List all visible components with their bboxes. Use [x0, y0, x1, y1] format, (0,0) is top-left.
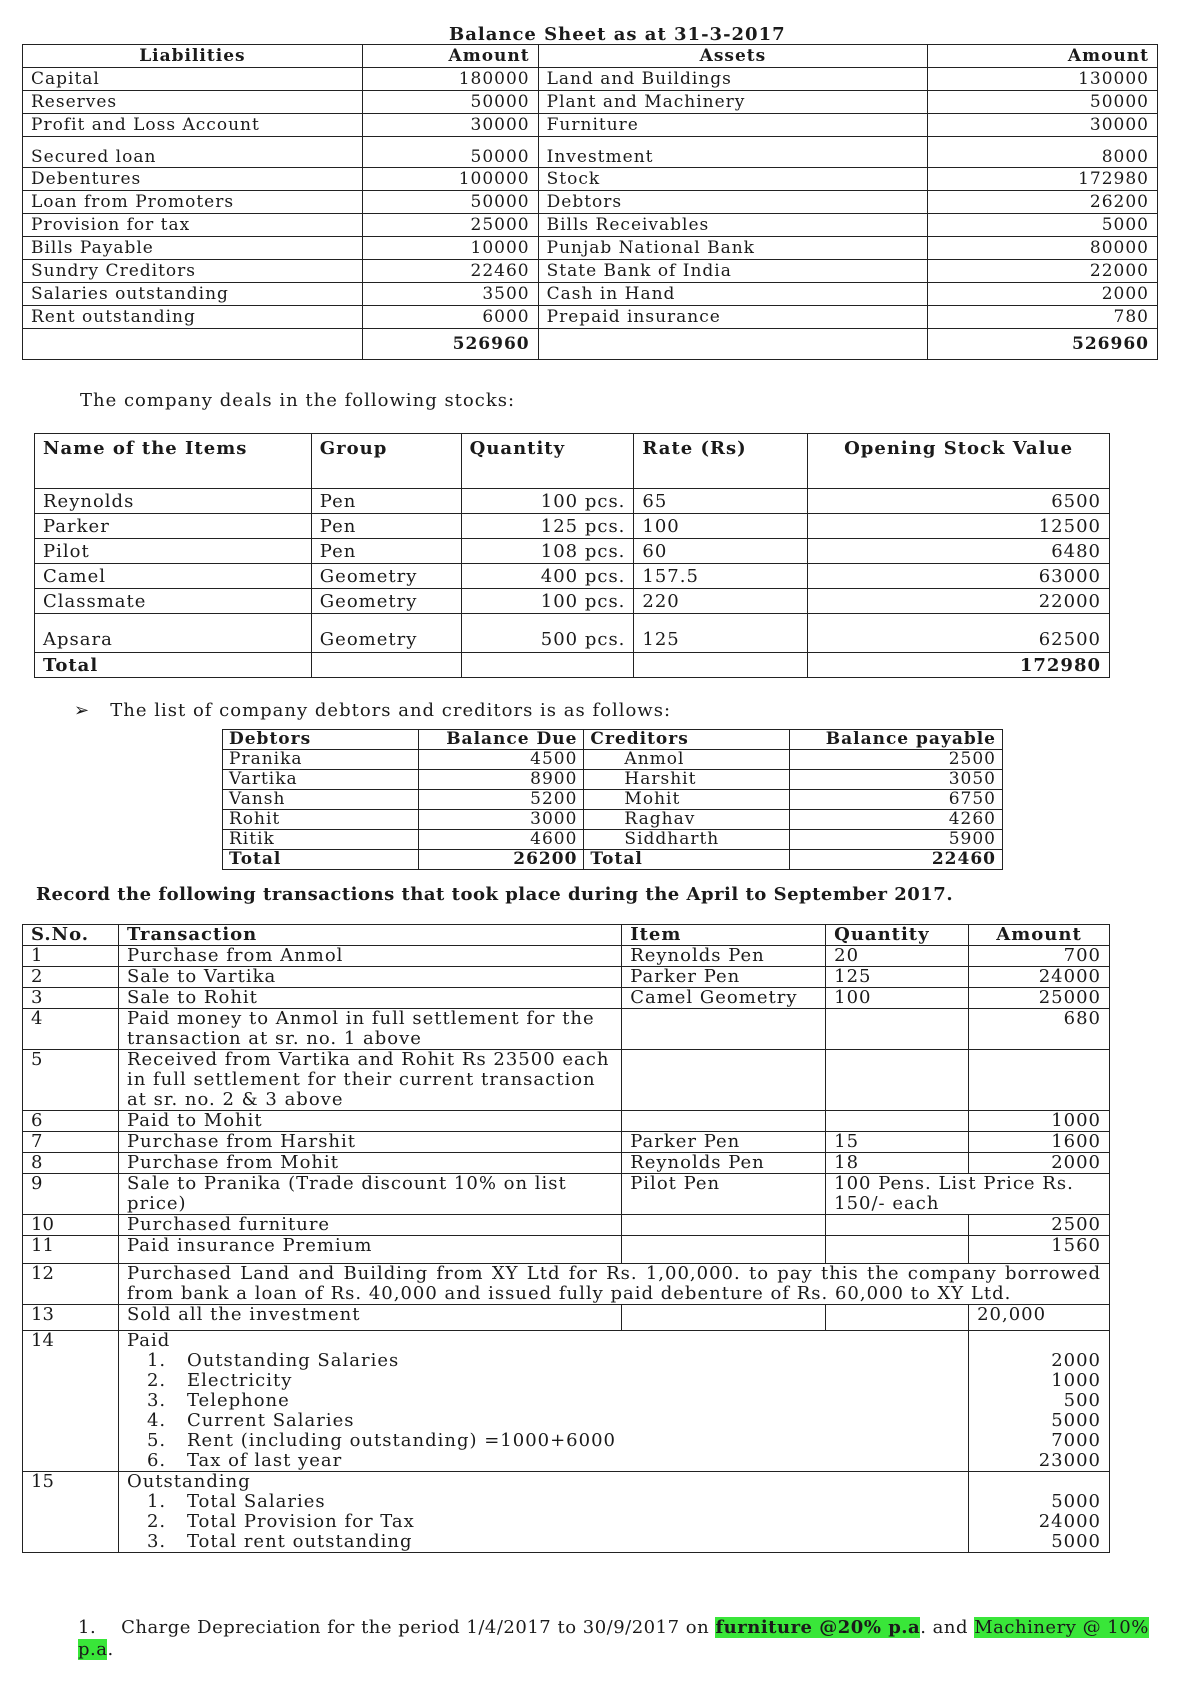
transaction-text: Paid money to Anmol in full settlement for the transaction at sr. no. 1 above [118, 1009, 621, 1050]
cell: 2000 [928, 283, 1158, 306]
item [622, 1305, 826, 1331]
transaction-text: Paid insurance Premium [118, 1236, 621, 1264]
transaction-text: Sale to Vartika [118, 967, 621, 988]
cell: 4260 [790, 810, 1003, 830]
item: Parker Pen [622, 967, 826, 988]
amount: 25000 [969, 988, 1110, 1009]
cell: 10000 [362, 237, 538, 260]
cell: 6480 [808, 539, 1110, 564]
cell: 5200 [418, 790, 584, 810]
table-row [23, 1009, 1110, 1050]
quantity [826, 1215, 969, 1236]
depreciation-note [78, 1617, 1178, 1661]
list-item: 2. Electricity [146, 1370, 293, 1391]
table-row [23, 168, 1158, 191]
header-item-name: Name of the Items [35, 434, 312, 489]
cell: 22000 [808, 589, 1110, 614]
sno: 14 [23, 1331, 119, 1472]
total-row [223, 850, 1003, 870]
table-row [23, 1215, 1110, 1236]
cell: Camel [35, 564, 312, 589]
list-item: 1. Total Salaries [146, 1491, 326, 1512]
cell: 500 pcs. [461, 614, 634, 653]
cell: 5000 [928, 214, 1158, 237]
cell: Land and Buildings [538, 68, 928, 91]
table-row [23, 306, 1158, 329]
cell: 50000 [362, 91, 538, 114]
transaction-text: Purchase from Anmol [118, 946, 621, 967]
header-debtors: Debtors [223, 730, 419, 750]
header-rate: Rate (Rs) [634, 434, 808, 489]
table-row [23, 967, 1110, 988]
item [622, 1236, 826, 1264]
list-item: 4. Current Salaries [146, 1410, 355, 1431]
transaction-text: Paid to Mohit [118, 1111, 621, 1132]
debtors-creditors-table [222, 729, 1003, 870]
table-row [35, 489, 1110, 514]
amount: 1560 [969, 1236, 1110, 1264]
table-row [35, 564, 1110, 589]
total-label: Total [223, 850, 419, 870]
item: Pilot Pen [622, 1174, 826, 1215]
cell: 30000 [928, 114, 1158, 137]
amount: 1600 [969, 1132, 1110, 1153]
transaction-text [118, 1472, 968, 1553]
item [622, 1050, 826, 1111]
cell: 3050 [790, 770, 1003, 790]
cell: 63000 [808, 564, 1110, 589]
cell: Debtors [538, 191, 928, 214]
total-row [35, 653, 1110, 678]
table-row [23, 1331, 1110, 1472]
cell: Mohit [584, 790, 790, 810]
table-header-row [223, 730, 1003, 750]
header-item: Item [622, 925, 826, 946]
sno: 12 [23, 1264, 119, 1305]
total-liabilities: 526960 [362, 329, 538, 360]
header-amount: Amount [969, 925, 1110, 946]
note-suffix: . [107, 1639, 114, 1660]
header-liabilities: Liabilities [23, 45, 363, 68]
cell: Apsara [35, 614, 312, 653]
cell: 30000 [362, 114, 538, 137]
header-amount: Amount [362, 45, 538, 68]
cell: Stock [538, 168, 928, 191]
sno: 9 [23, 1174, 119, 1215]
sno: 5 [23, 1050, 119, 1111]
table-row [23, 114, 1158, 137]
cell: 25000 [362, 214, 538, 237]
cell: 6000 [362, 306, 538, 329]
sno: 8 [23, 1153, 119, 1174]
table-row [23, 137, 1158, 168]
header-creditors: Creditors [584, 730, 790, 750]
cell: Anmol [584, 750, 790, 770]
amount: 20,000 [969, 1305, 1110, 1331]
transaction-text: Sold all the investment [118, 1305, 621, 1331]
table-row [23, 988, 1110, 1009]
outstanding-heading: Outstanding [126, 1471, 251, 1492]
cell: 50000 [362, 191, 538, 214]
total-assets: 526960 [928, 329, 1158, 360]
cell: 172980 [928, 168, 1158, 191]
cell: Raghav [584, 810, 790, 830]
list-item: 3. Total rent outstanding [146, 1531, 413, 1552]
table-header-row [23, 925, 1110, 946]
cell: 100 [634, 514, 808, 539]
header-group: Group [311, 434, 461, 489]
cell: Parker [35, 514, 312, 539]
list-item: 1. Outstanding Salaries [146, 1350, 400, 1371]
transaction-text: Purchased furniture [118, 1215, 621, 1236]
item: Reynolds Pen [622, 1153, 826, 1174]
sno: 2 [23, 967, 119, 988]
total-value: 172980 [808, 653, 1110, 678]
cell: 80000 [928, 237, 1158, 260]
table-header-row [35, 434, 1110, 489]
total-row [23, 329, 1158, 360]
table-row [35, 589, 1110, 614]
list-item: 2. Total Provision for Tax [146, 1511, 415, 1532]
cell: 65 [634, 489, 808, 514]
cell [461, 653, 634, 678]
highlight-machinery: Machinery @ 10% p.a [78, 1617, 1149, 1660]
table-row [35, 614, 1110, 653]
transaction-text: Purchase from Mohit [118, 1153, 621, 1174]
table-row [23, 1236, 1110, 1264]
header-quantity: Quantity [826, 925, 969, 946]
cell: 780 [928, 306, 1158, 329]
cell: Prepaid insurance [538, 306, 928, 329]
cell: Plant and Machinery [538, 91, 928, 114]
table-row [23, 946, 1110, 967]
sno: 15 [23, 1472, 119, 1553]
arrow-bullet-icon: ➢ [74, 700, 91, 721]
cell: 157.5 [634, 564, 808, 589]
header-balance-payable: Balance payable [790, 730, 1003, 750]
table-row [23, 1174, 1110, 1215]
cell: Geometry [311, 614, 461, 653]
debtors-creditors-intro [74, 700, 671, 721]
cell: 108 pcs. [461, 539, 634, 564]
paid-heading: Paid [126, 1330, 171, 1351]
header-amount: Amount [928, 45, 1158, 68]
cell: 4500 [418, 750, 584, 770]
table-row [23, 214, 1158, 237]
cell: Siddharth [584, 830, 790, 850]
cell: 12500 [808, 514, 1110, 539]
table-header-row [23, 45, 1158, 68]
sno: 10 [23, 1215, 119, 1236]
cell: Reserves [23, 91, 363, 114]
cell: 6500 [808, 489, 1110, 514]
amount: 2500 [969, 1215, 1110, 1236]
quantity: 100 [826, 988, 969, 1009]
table-row [23, 1472, 1110, 1553]
quantity [826, 1050, 969, 1111]
cell: 60 [634, 539, 808, 564]
sno: 11 [23, 1236, 119, 1264]
cell: 62500 [808, 614, 1110, 653]
total-label: Total [35, 653, 312, 678]
cell [311, 653, 461, 678]
transaction-text: Purchased Land and Building from XY Ltd for Rs. 1,00,000. to pay this the company borrowed from bank a loan of Rs. 40,000 and issued fully paid debenture of Rs. 60,000 to XY Ltd. [118, 1264, 1109, 1305]
amount: 2000 1000 500 5000 7000 23000 [969, 1331, 1110, 1472]
cell: 2500 [790, 750, 1003, 770]
cell: Pilot [35, 539, 312, 564]
transactions-intro: Record the following transactions that took place during the April to September 2017. [36, 884, 954, 905]
note-middle: . and [920, 1617, 969, 1638]
transactions-table [22, 924, 1110, 1553]
header-assets: Assets [538, 45, 928, 68]
list-item: 5. Rent (including outstanding) =1000+6000 [146, 1430, 616, 1451]
item: Parker Pen [622, 1132, 826, 1153]
cell: Geometry [311, 564, 461, 589]
cell: Secured loan [23, 137, 363, 168]
cell: 125 [634, 614, 808, 653]
cell: Sundry Creditors [23, 260, 363, 283]
quantity [826, 1111, 969, 1132]
amount: 680 [969, 1009, 1110, 1050]
cell: Pen [311, 539, 461, 564]
item [622, 1111, 826, 1132]
cell: Vartika [223, 770, 419, 790]
amount: 5000 24000 5000 [969, 1472, 1110, 1553]
list-item: 3. Telephone [146, 1390, 290, 1411]
stock-intro-text: The company deals in the following stocks: [80, 390, 516, 411]
amount: 2000 [969, 1153, 1110, 1174]
cell: 8000 [928, 137, 1158, 168]
cell: Bills Payable [23, 237, 363, 260]
cell: Pranika [223, 750, 419, 770]
table-row [223, 750, 1003, 770]
table-row [23, 1111, 1110, 1132]
cell: 400 pcs. [461, 564, 634, 589]
table-row [223, 810, 1003, 830]
list-item: 6. Tax of last year [146, 1450, 343, 1471]
table-row [23, 1264, 1110, 1305]
table-row [23, 283, 1158, 306]
table-row [23, 260, 1158, 283]
table-row [23, 1132, 1110, 1153]
cell: Classmate [35, 589, 312, 614]
cell: 180000 [362, 68, 538, 91]
cell: 50000 [362, 137, 538, 168]
highlight-furniture: furniture @20% p.a [715, 1617, 921, 1638]
header-quantity: Quantity [461, 434, 634, 489]
table-row [23, 1305, 1110, 1331]
table-row [23, 91, 1158, 114]
table-row [35, 514, 1110, 539]
quantity: 125 [826, 967, 969, 988]
table-row [23, 68, 1158, 91]
table-row [23, 1050, 1110, 1111]
cell: Punjab National Bank [538, 237, 928, 260]
table-row [223, 770, 1003, 790]
header-balance-due: Balance Due [418, 730, 584, 750]
quantity: 15 [826, 1132, 969, 1153]
cell: 22000 [928, 260, 1158, 283]
header-opening-stock-value: Opening Stock Value [808, 434, 1110, 489]
cell: Debentures [23, 168, 363, 191]
cell: 100 pcs. [461, 489, 634, 514]
amount: 1000 [969, 1111, 1110, 1132]
sno: 6 [23, 1111, 119, 1132]
cell: Geometry [311, 589, 461, 614]
quantity [826, 1009, 969, 1050]
cell: 125 pcs. [461, 514, 634, 539]
cell: Rent outstanding [23, 306, 363, 329]
total-label: Total [584, 850, 790, 870]
cell [538, 329, 928, 360]
transaction-text: Purchase from Harshit [118, 1132, 621, 1153]
sno: 3 [23, 988, 119, 1009]
intro-text: The list of company debtors and creditors is as follows: [110, 700, 672, 721]
cell: 8900 [418, 770, 584, 790]
cell: 50000 [928, 91, 1158, 114]
sno: 7 [23, 1132, 119, 1153]
cell: Investment [538, 137, 928, 168]
item: Camel Geometry [622, 988, 826, 1009]
table-row [23, 191, 1158, 214]
balance-sheet-title: Balance Sheet as at 31-3-2017 [449, 24, 786, 45]
table-row [223, 790, 1003, 810]
cell: Salaries outstanding [23, 283, 363, 306]
cell: 4600 [418, 830, 584, 850]
cell: Ritik [223, 830, 419, 850]
transaction-text: Sale to Rohit [118, 988, 621, 1009]
total-creditors: 22460 [790, 850, 1003, 870]
table-row [23, 237, 1158, 260]
cell: Reynolds [35, 489, 312, 514]
cell: Vansh [223, 790, 419, 810]
item [622, 1215, 826, 1236]
header-sno: S.No. [23, 925, 119, 946]
cell: 22460 [362, 260, 538, 283]
cell: Harshit [584, 770, 790, 790]
cell: Provision for tax [23, 214, 363, 237]
note-number: 1. [78, 1617, 97, 1638]
cell: Furniture [538, 114, 928, 137]
total-debtors: 26200 [418, 850, 584, 870]
cell: 6750 [790, 790, 1003, 810]
quantity: 18 [826, 1153, 969, 1174]
cell [23, 329, 363, 360]
cell: Cash in Hand [538, 283, 928, 306]
cell: Pen [311, 489, 461, 514]
sno: 1 [23, 946, 119, 967]
cell: 3500 [362, 283, 538, 306]
table-row [223, 830, 1003, 850]
cell: Rohit [223, 810, 419, 830]
cell: 100 pcs. [461, 589, 634, 614]
amount [969, 1050, 1110, 1111]
cell: 5900 [790, 830, 1003, 850]
quantity: 100 Pens. List Price Rs. 150/- each [826, 1174, 1110, 1215]
cell [634, 653, 808, 678]
cell: Pen [311, 514, 461, 539]
header-transaction: Transaction [118, 925, 621, 946]
sno: 13 [23, 1305, 119, 1331]
cell: Capital [23, 68, 363, 91]
cell: 130000 [928, 68, 1158, 91]
cell: 3000 [418, 810, 584, 830]
amount: 700 [969, 946, 1110, 967]
item [622, 1009, 826, 1050]
transaction-text: Sale to Pranika (Trade discount 10% on list price) [118, 1174, 621, 1215]
quantity: 20 [826, 946, 969, 967]
cell: 26200 [928, 191, 1158, 214]
cell: 100000 [362, 168, 538, 191]
amount: 24000 [969, 967, 1110, 988]
cell: Profit and Loss Account [23, 114, 363, 137]
quantity [826, 1305, 969, 1331]
sno: 4 [23, 1009, 119, 1050]
transaction-text: Received from Vartika and Rohit Rs 23500 each in full settlement for their current transaction at sr. no. 2 & 3 above [118, 1050, 621, 1111]
cell: State Bank of India [538, 260, 928, 283]
quantity [826, 1236, 969, 1264]
table-row [23, 1153, 1110, 1174]
item: Reynolds Pen [622, 946, 826, 967]
transaction-text [118, 1331, 968, 1472]
cell: Bills Receivables [538, 214, 928, 237]
balance-sheet-table [22, 44, 1158, 360]
cell: 220 [634, 589, 808, 614]
stock-table [34, 433, 1110, 678]
note-prefix: Charge Depreciation for the period 1/4/2017 to 30/9/2017 on [121, 1617, 710, 1638]
table-row [35, 539, 1110, 564]
cell: Loan from Promoters [23, 191, 363, 214]
